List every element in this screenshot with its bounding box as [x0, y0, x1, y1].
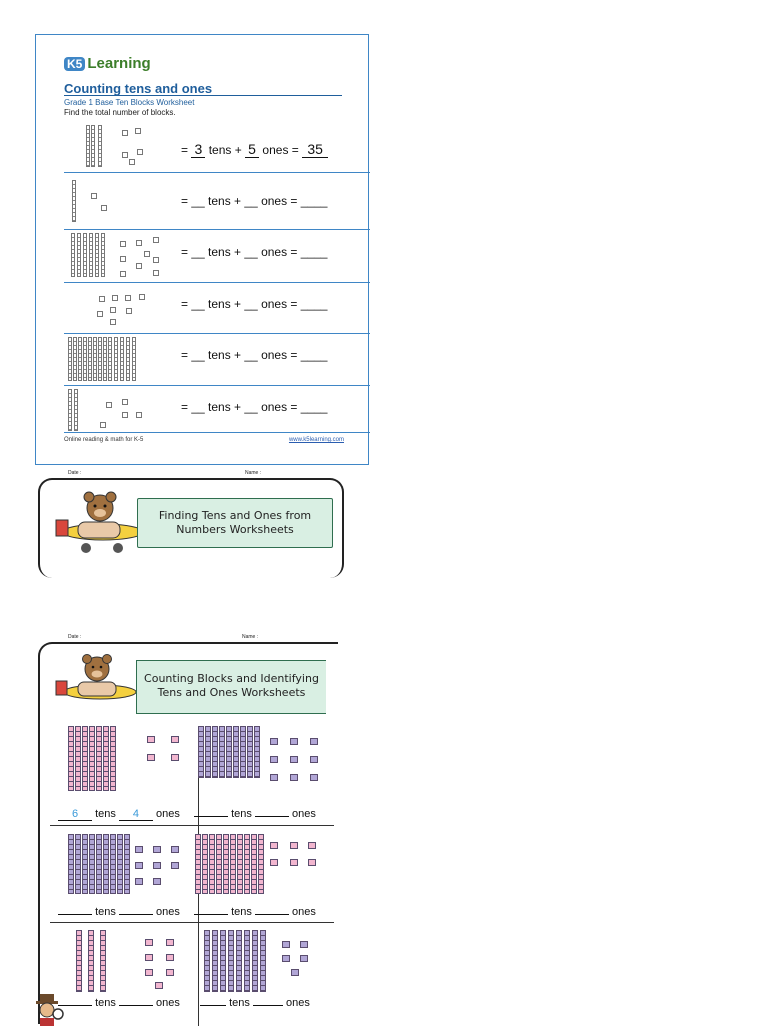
ones-answer[interactable] — [119, 1005, 153, 1006]
bear-airplane-icon — [48, 484, 148, 556]
worksheet-instruction: Find the total number of blocks. — [64, 108, 176, 117]
date-label: Date : — [68, 634, 82, 640]
row-divider — [64, 333, 370, 334]
ones-answer[interactable]: 4 — [119, 808, 153, 821]
name-label: Name : — [245, 470, 262, 476]
ones-answer[interactable] — [253, 1005, 283, 1006]
answer-line: tens ones — [58, 906, 180, 918]
worksheet-title-banner: Counting Blocks and Identifying Tens and Ones Worksheets — [136, 660, 326, 714]
worksheet-title-banner: Finding Tens and Ones from Numbers Worksheets — [137, 498, 333, 548]
ones-answer[interactable] — [255, 816, 289, 817]
worksheet-preview-card[interactable] — [38, 642, 338, 1024]
worksheet-subtitle: Grade 1 Base Ten Blocks Worksheet — [64, 98, 195, 107]
answer-line: tens ones — [200, 997, 310, 1009]
bear-airplane-icon — [50, 648, 140, 712]
tens-answer: 3 — [191, 141, 205, 158]
tens-answer[interactable]: 6 — [58, 808, 92, 821]
equation-row-6: = __ tens + __ ones = ____ — [181, 400, 328, 414]
detective-mascot-icon — [34, 992, 68, 1026]
footer-tagline: Online reading & math for K-5 — [64, 437, 144, 443]
equation-row-3: = __ tens + __ ones = ____ — [181, 245, 328, 259]
row-divider — [64, 282, 370, 283]
ones-answer[interactable] — [119, 914, 153, 915]
answer-line: tens ones — [58, 997, 180, 1009]
answer-line: tens ones — [194, 808, 316, 820]
row-divider — [64, 385, 370, 386]
grid-divider — [50, 922, 334, 923]
worksheet-title: Counting tens and ones — [64, 81, 213, 96]
equation-row-2: = __ tens + __ ones = ____ — [181, 194, 328, 208]
tens-answer[interactable] — [194, 816, 228, 817]
row-divider — [64, 229, 370, 230]
name-label: Name : — [242, 634, 259, 640]
k5-learning-logo: K5 Learning — [64, 55, 151, 72]
date-label: Date : — [68, 470, 82, 476]
tens-answer[interactable] — [200, 1005, 226, 1006]
row-divider — [64, 432, 370, 433]
equation-row-5: = __ tens + __ ones = ____ — [181, 348, 328, 362]
worksheet-cover-card[interactable] — [38, 478, 344, 578]
grid-divider — [50, 825, 334, 826]
total-answer: 35 — [302, 141, 328, 158]
footer-website-link[interactable]: www.k5learning.com — [288, 437, 344, 443]
answer-line: tens ones — [194, 906, 316, 918]
tens-answer[interactable] — [58, 914, 92, 915]
answer-line: 6 tens 4 ones — [58, 808, 180, 821]
ones-answer: 5 — [245, 141, 259, 158]
row-divider — [64, 172, 370, 173]
tens-answer[interactable] — [194, 914, 228, 915]
k5-worksheet-image[interactable] — [35, 34, 369, 465]
equation-row-4: = __ tens + __ ones = ____ — [181, 297, 328, 311]
ones-answer[interactable] — [255, 914, 289, 915]
equation-row-1: = 3 tens + 5 ones = 35 — [181, 141, 328, 158]
title-divider — [64, 95, 342, 96]
